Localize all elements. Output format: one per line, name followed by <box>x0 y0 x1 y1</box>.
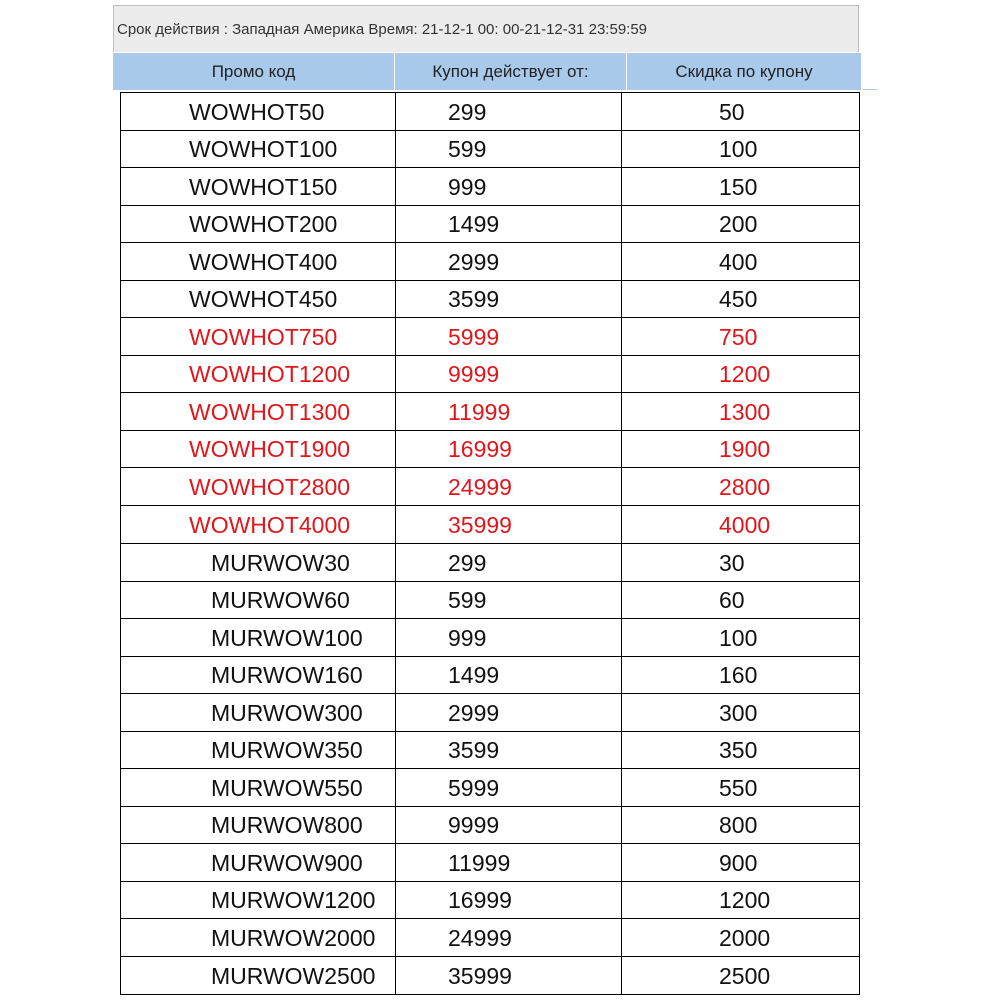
table-row <box>121 582 859 620</box>
table-row <box>121 168 859 206</box>
discount-cell: 100 <box>719 624 758 651</box>
min-order-cell: 35999 <box>396 957 622 995</box>
discount-cell: 30 <box>719 549 745 576</box>
wowhot-coupon-table <box>120 92 860 543</box>
header-divider <box>863 89 877 90</box>
promo-code-cell: MURWOW160 <box>121 657 396 694</box>
discount-cell: 300 <box>719 699 758 726</box>
min-order-cell: 3599 <box>396 281 622 318</box>
table-row <box>121 732 859 770</box>
promo-code-cell: MURWOW2500 <box>121 957 396 995</box>
min-order-cell: 1499 <box>396 206 622 243</box>
discount-cell: 160 <box>719 662 758 689</box>
min-order-cell: 24999 <box>396 919 622 956</box>
promo-code-cell: WOWHOT400 <box>121 243 396 280</box>
table-row <box>121 243 859 281</box>
table-row <box>121 318 859 356</box>
min-order-cell: 2999 <box>396 694 622 731</box>
table-row <box>121 769 859 807</box>
promo-code-cell: MURWOW2000 <box>121 919 396 956</box>
min-order-cell: 35999 <box>396 506 622 544</box>
table-row <box>121 356 859 394</box>
validity-period: Срок действия : Западная Америка Время: 21-12-1 00: 00-21-12-31 23:59:59 <box>113 5 859 52</box>
promo-code-cell: WOWHOT200 <box>121 206 396 243</box>
table-row <box>121 206 859 244</box>
promo-code-cell: MURWOW100 <box>121 619 396 656</box>
min-order-cell: 16999 <box>396 431 622 468</box>
table-row <box>121 919 859 957</box>
table-row <box>121 93 859 131</box>
min-order-cell: 999 <box>396 619 622 656</box>
min-order-cell: 2999 <box>396 243 622 280</box>
discount-cell: 450 <box>719 286 758 313</box>
min-order-cell: 5999 <box>396 769 622 806</box>
discount-cell: 1900 <box>719 436 771 463</box>
discount-cell: 400 <box>719 248 758 275</box>
table-row <box>121 506 859 544</box>
table-row <box>121 657 859 695</box>
promo-code-cell: WOWHOT4000 <box>121 506 396 544</box>
discount-cell: 1200 <box>719 887 771 914</box>
discount-cell: 2500 <box>719 962 771 989</box>
table-row <box>121 844 859 882</box>
table-row <box>121 431 859 469</box>
discount-cell: 1200 <box>719 361 771 388</box>
discount-cell: 800 <box>719 812 758 839</box>
min-order-cell: 599 <box>396 131 622 168</box>
min-order-cell: 599 <box>396 582 622 619</box>
table-row <box>121 957 859 995</box>
table-row <box>121 882 859 920</box>
discount-cell: 150 <box>719 173 758 200</box>
promo-code-cell: MURWOW800 <box>121 807 396 844</box>
promo-code-cell: WOWHOT1300 <box>121 393 396 430</box>
table-row <box>121 281 859 319</box>
promo-code-cell: WOWHOT450 <box>121 281 396 318</box>
discount-cell: 900 <box>719 849 758 876</box>
min-order-cell: 11999 <box>396 844 622 881</box>
promo-code-cell: WOWHOT2800 <box>121 468 396 505</box>
murwow-coupon-table <box>120 543 860 995</box>
min-order-cell: 9999 <box>396 807 622 844</box>
promo-code-cell: WOWHOT150 <box>121 168 396 205</box>
promo-code-cell: WOWHOT100 <box>121 131 396 168</box>
discount-cell: 350 <box>719 737 758 764</box>
min-order-cell: 299 <box>396 544 622 581</box>
discount-cell: 60 <box>719 587 745 614</box>
header-promo-code: Промо код <box>113 53 395 90</box>
min-order-cell: 299 <box>396 93 622 130</box>
promo-code-cell: MURWOW550 <box>121 769 396 806</box>
promo-code-cell: MURWOW350 <box>121 732 396 769</box>
discount-cell: 100 <box>719 136 758 163</box>
min-order-cell: 11999 <box>396 393 622 430</box>
discount-cell: 4000 <box>719 511 771 538</box>
min-order-cell: 3599 <box>396 732 622 769</box>
table-row <box>121 468 859 506</box>
min-order-cell: 1499 <box>396 657 622 694</box>
promo-code-cell: WOWHOT1200 <box>121 356 396 393</box>
min-order-cell: 16999 <box>396 882 622 919</box>
table-row <box>121 544 859 582</box>
promo-code-cell: MURWOW300 <box>121 694 396 731</box>
header-min-order: Купон действует от: <box>395 53 627 90</box>
min-order-cell: 9999 <box>396 356 622 393</box>
discount-cell: 750 <box>719 323 758 350</box>
promo-code-cell: WOWHOT50 <box>121 93 396 130</box>
discount-cell: 200 <box>719 211 758 238</box>
promo-code-cell: MURWOW30 <box>121 544 396 581</box>
min-order-cell: 999 <box>396 168 622 205</box>
min-order-cell: 24999 <box>396 468 622 505</box>
table-row <box>121 694 859 732</box>
discount-cell: 550 <box>719 774 758 801</box>
min-order-cell: 5999 <box>396 318 622 355</box>
table-row <box>121 807 859 845</box>
table-row <box>121 131 859 169</box>
table-header <box>113 53 861 90</box>
promo-code-cell: WOWHOT1900 <box>121 431 396 468</box>
promo-code-cell: MURWOW60 <box>121 582 396 619</box>
table-row <box>121 393 859 431</box>
discount-cell: 50 <box>719 98 745 125</box>
table-row <box>121 619 859 657</box>
promo-code-cell: WOWHOT750 <box>121 318 396 355</box>
header-discount: Скидка по купону <box>627 53 861 90</box>
discount-cell: 2800 <box>719 473 771 500</box>
discount-cell: 1300 <box>719 398 771 425</box>
promo-code-cell: MURWOW1200 <box>121 882 396 919</box>
promo-code-cell: MURWOW900 <box>121 844 396 881</box>
discount-cell: 2000 <box>719 924 771 951</box>
